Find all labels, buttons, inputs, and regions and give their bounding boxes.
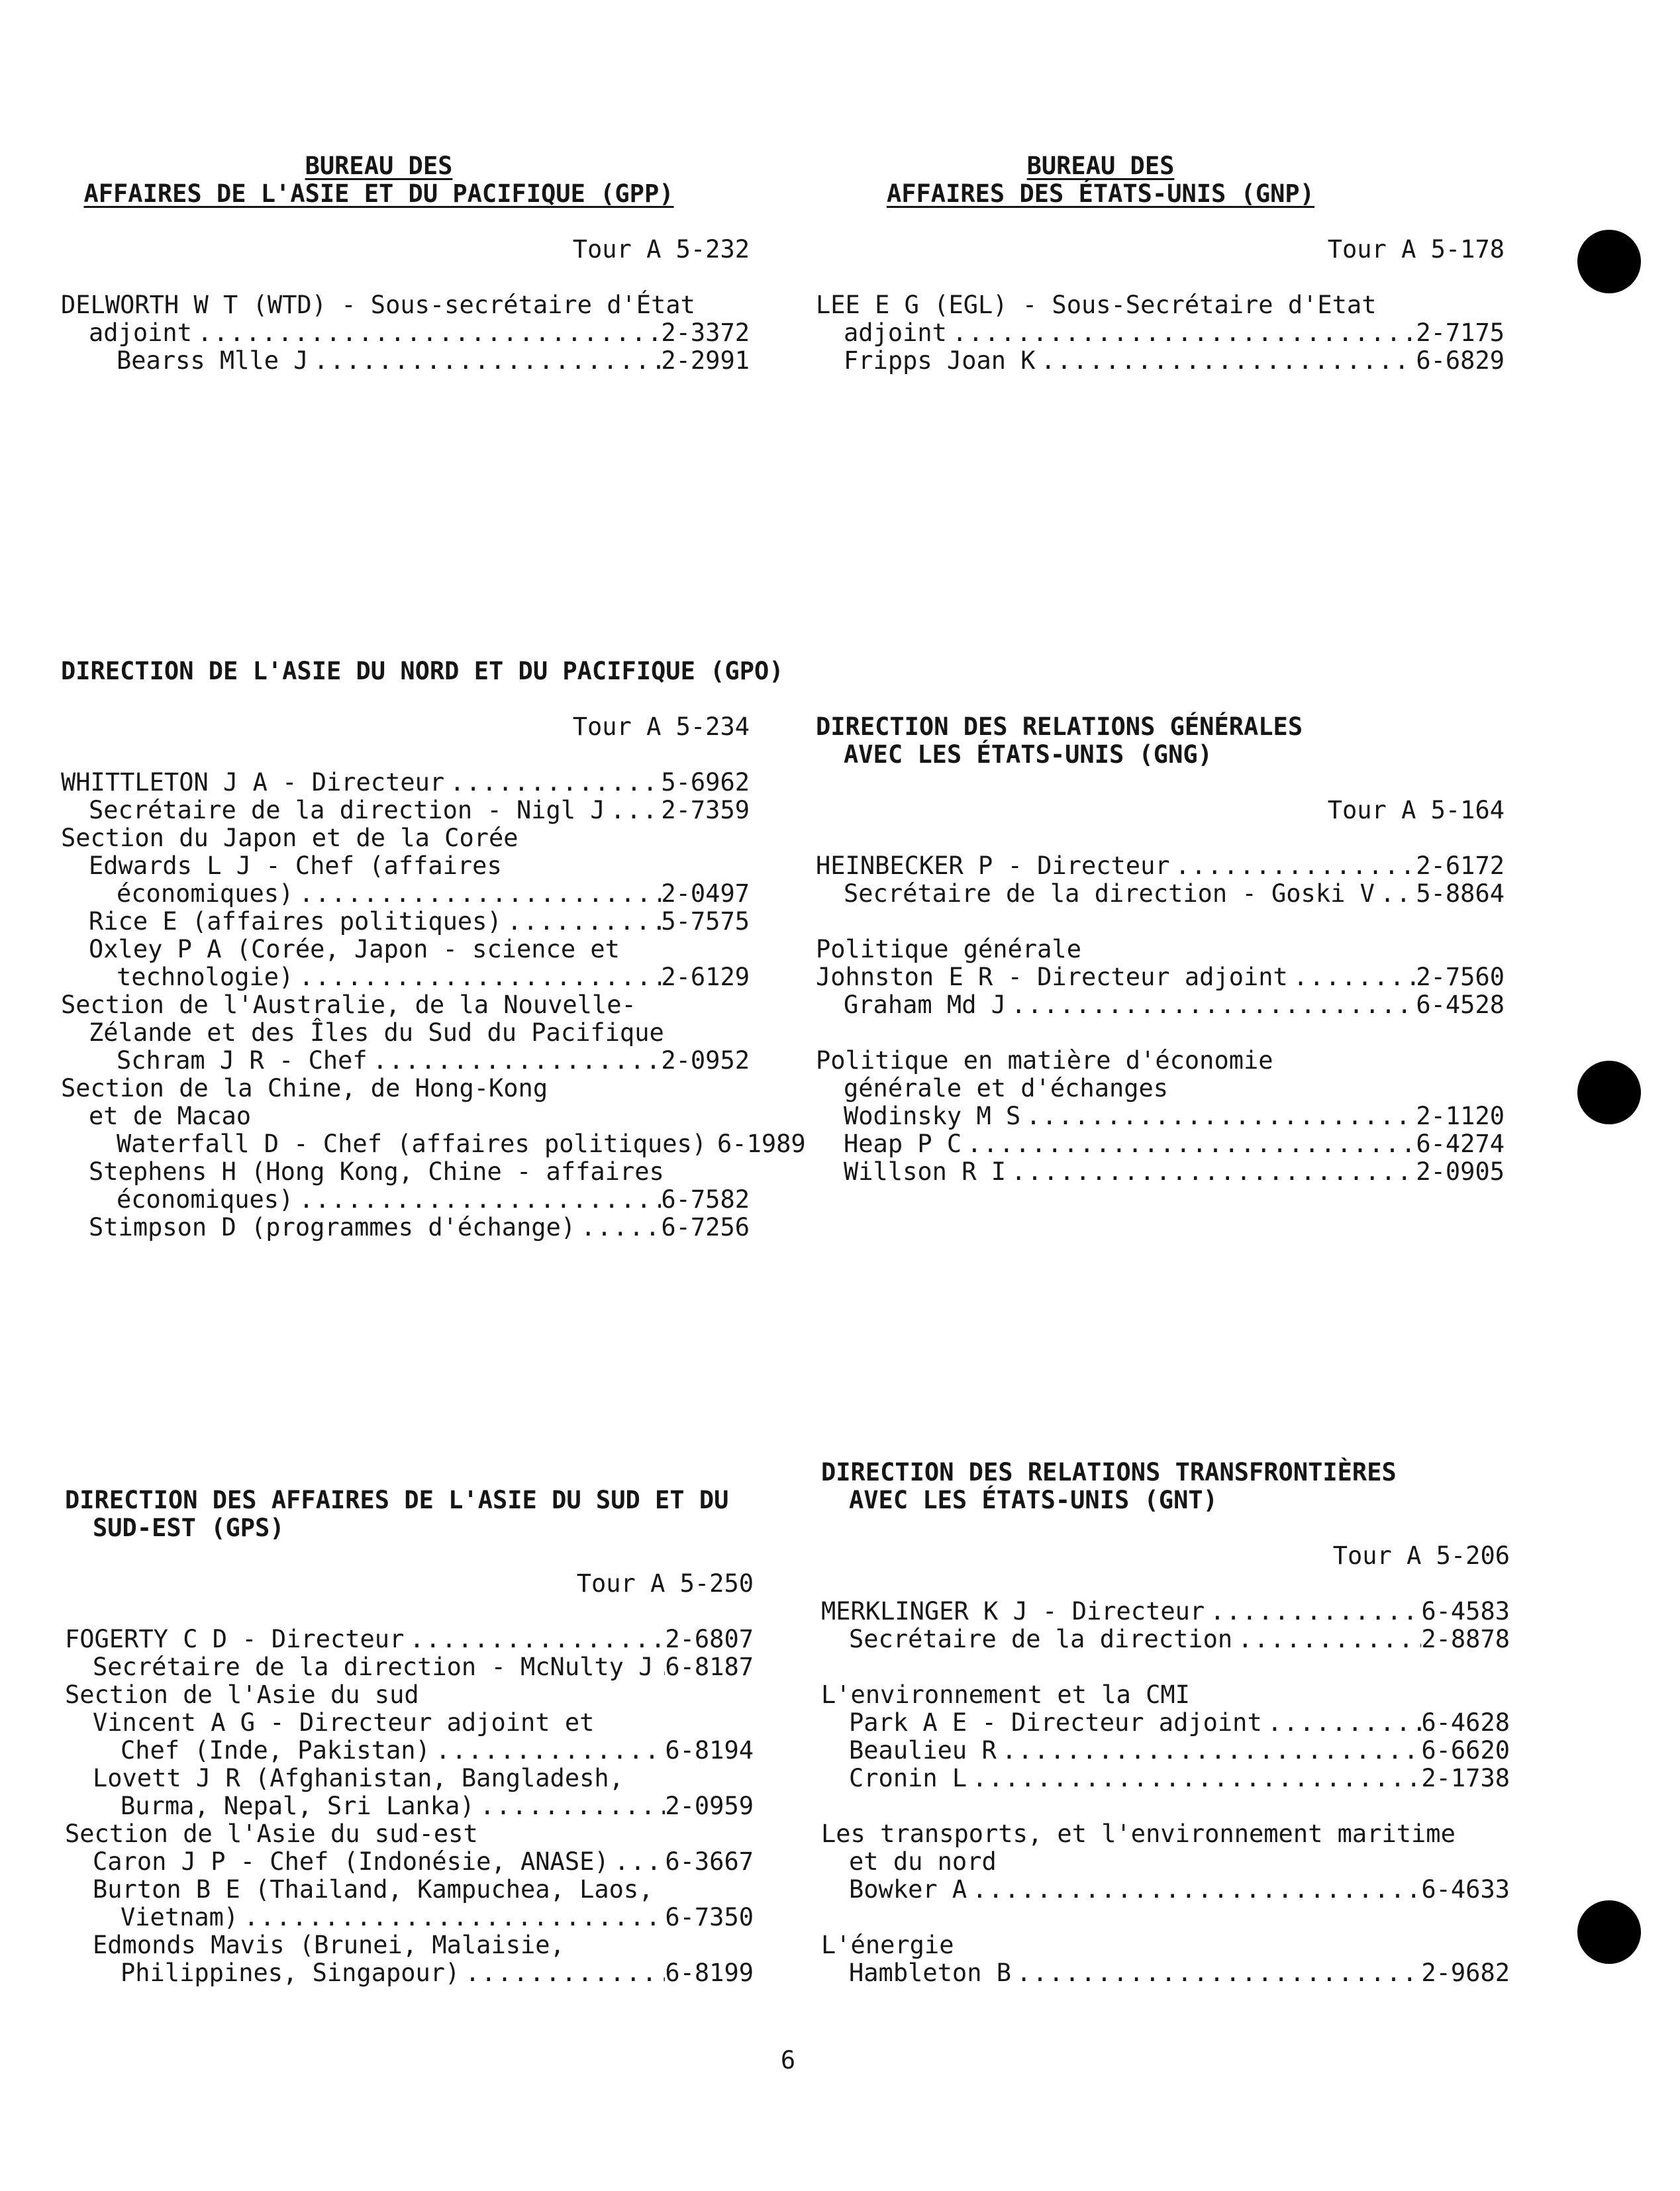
leader-dots [444, 769, 661, 797]
entry-row [61, 1130, 806, 1158]
leader-dots [609, 1848, 666, 1876]
entry-text: Secrétaire de la direction - Goski V [844, 879, 1375, 908]
section-title-line1: BUREAU DES [1026, 152, 1175, 180]
entry-text: Graham Md J [844, 991, 1007, 1019]
leader-dots [368, 1047, 662, 1075]
entry-text: Oxley P A (Corée, Japon - science et [89, 935, 620, 963]
entry-row [65, 1653, 754, 1681]
entry-text: Waterfall D - Chef (affaires politiques) [117, 1130, 707, 1158]
entry-text: Zélande et des Îles du Sud du Pacifique [89, 1018, 664, 1047]
entry-phone: 2-0497 [661, 879, 750, 908]
entry-row [816, 880, 1505, 908]
entry-row [61, 769, 750, 797]
entry-phone: 6-6829 [1416, 346, 1505, 375]
tour-location: Tour A 5-232 [572, 235, 750, 264]
entry-text: Cronin L [849, 1764, 967, 1792]
entry-row [816, 1130, 1505, 1158]
leader-dots [404, 1626, 665, 1653]
entry-phone: 6-7350 [665, 1903, 754, 1931]
section-title-line1: DIRECTION DES RELATIONS GÉNÉRALES [816, 712, 1303, 741]
entry-text: Vincent A G - Directeur adjoint et [93, 1708, 595, 1737]
section-title-line2: SUD-EST (GPS) [93, 1514, 285, 1542]
entry-text: L'énergie [821, 1931, 954, 1959]
entry-text: économiques) [117, 1185, 294, 1214]
section-gpo [61, 657, 806, 1242]
tour-location: Tour A 5-234 [572, 712, 750, 741]
entry-row [821, 1737, 1510, 1765]
leader-dots [1232, 1626, 1421, 1653]
entry-text: Edwards L J - Chef (affaires [89, 852, 502, 880]
tour-location: Tour A 5-250 [576, 1569, 754, 1598]
entry-text: Stephens H (Hong Kong, Chine - affaires [89, 1157, 664, 1186]
entry-phone: 6-4528 [1416, 991, 1505, 1019]
entry-text: Bowker A [849, 1875, 967, 1904]
entry-row [821, 1765, 1510, 1792]
entry-text: Philippines, Singapour) [121, 1959, 460, 1987]
entry-row [816, 991, 1505, 1019]
entry-phone: 6-6620 [1421, 1736, 1510, 1765]
entry-text: économiques) [117, 879, 294, 908]
entry-phone: 2-8878 [1421, 1625, 1510, 1653]
leader-dots [460, 1959, 665, 1987]
entry-phone: 2-6172 [1416, 852, 1505, 880]
entry-text: générale et d'échanges [844, 1074, 1169, 1102]
section-title: DIRECTION DE L'ASIE DU NORD ET DU PACIFIQUE (GPO) [61, 657, 784, 685]
entry-row [821, 1709, 1510, 1737]
entry-text: Section du Japon et de la Corée [61, 824, 519, 852]
leader-dots [1011, 1959, 1421, 1987]
leader-dots [575, 1214, 661, 1242]
entry-row [816, 347, 1505, 375]
entry-phone: 6-3667 [665, 1847, 754, 1876]
entry-phone: 2-3372 [661, 318, 750, 347]
entry-phone: 6-4274 [1416, 1130, 1505, 1158]
entry-phone: 6-7582 [661, 1185, 750, 1214]
entry-text: Johnston E R - Directeur adjoint [816, 963, 1288, 991]
page-number: 6 [780, 2046, 796, 2074]
leader-dots [997, 1737, 1422, 1765]
leader-dots [502, 908, 662, 936]
leader-dots [1262, 1709, 1422, 1737]
entry-text: HEINBECKER P - Directeur [816, 852, 1170, 880]
leader-dots [1006, 991, 1416, 1019]
leader-dots [605, 797, 662, 824]
entry-text: Beaulieu R [849, 1736, 997, 1765]
entry-row [816, 963, 1505, 991]
entry-text: L'environnement et la CMI [821, 1680, 1190, 1709]
entry-text: Stimpson D (programmes d'échange) [89, 1213, 576, 1242]
entry-text: DELWORTH W T (WTD) - Sous-secrétaire d'État [61, 291, 695, 319]
entry-row [65, 1848, 754, 1876]
entry-phone: 2-7359 [661, 796, 750, 824]
section-title-line1: BUREAU DES [305, 152, 453, 180]
entry-text: Les transports, et l'environnement maritime [821, 1820, 1456, 1848]
entry-row [61, 880, 750, 908]
entry-text: Willson R I [844, 1157, 1007, 1186]
entry-text: Politique générale [816, 935, 1081, 963]
entry-phone: 6-8194 [665, 1736, 754, 1765]
entry-text: Section de l'Asie du sud [65, 1680, 419, 1709]
leader-dots [1006, 1158, 1416, 1186]
entry-phone: 5-7575 [661, 907, 750, 936]
entry-phone: 2-0959 [665, 1792, 754, 1820]
tour-location: Tour A 5-164 [1327, 796, 1505, 824]
entry-row [65, 1792, 754, 1820]
entry-row [65, 1626, 754, 1653]
punch-hole-top [1577, 230, 1641, 293]
section-gnp [816, 152, 1505, 375]
entry-phone: 6-4628 [1421, 1708, 1510, 1737]
entry-row [821, 1959, 1510, 1987]
section-gnt [821, 1459, 1510, 1987]
entry-row [61, 1186, 750, 1214]
leader-dots [430, 1737, 666, 1765]
tour-location: Tour A 5-178 [1327, 235, 1505, 264]
entry-phone: 2-0952 [661, 1046, 750, 1075]
leader-dots [293, 1186, 661, 1214]
section-title-line1: DIRECTION DES RELATIONS TRANSFRONTIÈRES [821, 1458, 1397, 1486]
tour-location: Tour A 5-206 [1332, 1541, 1510, 1570]
leader-dots [309, 347, 662, 375]
entry-text: Chef (Inde, Pakistan) [121, 1736, 430, 1765]
entry-row [61, 319, 750, 347]
entry-text: Edmonds Mavis (Brunei, Malaisie, [93, 1931, 565, 1959]
entry-row [61, 797, 750, 824]
section-gpp [61, 152, 750, 375]
entry-text: Section de l'Australie, de la Nouvelle- [61, 991, 636, 1019]
leader-dots [962, 1130, 1416, 1158]
entry-row [61, 1047, 750, 1075]
entry-row [65, 1737, 754, 1765]
entry-phone: 5-8864 [1416, 879, 1505, 908]
entry-text: adjoint [89, 318, 192, 347]
entry-phone: 6-7256 [661, 1213, 750, 1242]
section-gps [65, 1486, 754, 1987]
leader-dots [238, 1904, 665, 1931]
leader-dots [707, 1130, 717, 1158]
section-gng [816, 713, 1505, 1186]
entry-text: Politique en matière d'économie [816, 1046, 1273, 1075]
entry-text: Caron J P - Chef (Indonésie, ANASE) [93, 1847, 609, 1876]
entry-text: Burma, Nepal, Sri Lanka) [121, 1792, 475, 1820]
entry-phone: 6-8187 [665, 1653, 754, 1681]
entry-text: Park A E - Directeur adjoint [849, 1708, 1262, 1737]
entry-phone: 2-9682 [1421, 1959, 1510, 1987]
entry-phone: 6-1989 [717, 1130, 806, 1158]
entry-text: technologie) [117, 963, 294, 991]
leader-dots [967, 1765, 1421, 1792]
entry-text: et de Macao [89, 1102, 252, 1130]
entry-text: Section de l'Asie du sud-est [65, 1820, 478, 1848]
entry-phone: 6-4583 [1421, 1597, 1510, 1626]
entry-row [61, 1214, 750, 1242]
entry-text: MERKLINGER K J - Directeur [821, 1597, 1205, 1626]
section-title-line2: AVEC LES ÉTATS-UNIS (GNG) [844, 740, 1212, 769]
entry-row [65, 1959, 754, 1987]
punch-hole-middle [1577, 1061, 1641, 1124]
entry-text: Fripps Joan K [844, 346, 1036, 375]
entry-row [816, 1158, 1505, 1186]
section-title-line1: DIRECTION DES AFFAIRES DE L'ASIE DU SUD ET DU [65, 1486, 729, 1514]
leader-dots [1020, 1102, 1416, 1130]
leader-dots [192, 319, 661, 347]
entry-phone: 2-7560 [1416, 963, 1505, 991]
entry-row [61, 908, 750, 936]
entry-phone: 2-6807 [665, 1625, 754, 1653]
leader-dots [475, 1792, 666, 1820]
entry-row [65, 1904, 754, 1931]
entry-phone: 2-6129 [661, 963, 750, 991]
entry-text: Burton B E (Thailand, Kampuchea, Laos, [93, 1875, 654, 1904]
entry-text: LEE E G (EGL) - Sous-Secrétaire d'Etat [816, 291, 1377, 319]
entry-row [816, 852, 1505, 880]
entry-row [821, 1598, 1510, 1626]
entry-row [821, 1626, 1510, 1653]
entry-phone: 6-8199 [665, 1959, 754, 1987]
entry-text: Schram J R - Chef [117, 1046, 368, 1075]
entry-row [821, 1876, 1510, 1904]
entry-text: Bearss Mlle J [117, 346, 309, 375]
leader-dots [1170, 852, 1416, 880]
leader-dots [1205, 1598, 1421, 1626]
section-title-line2: AFFAIRES DE L'ASIE ET DU PACIFIQUE (GPP) [83, 179, 674, 208]
section-title-line2: AVEC LES ÉTATS-UNIS (GNT) [849, 1486, 1218, 1514]
entry-phone: 2-1738 [1421, 1764, 1510, 1792]
punch-hole-bottom [1577, 1900, 1641, 1964]
entry-text: Secrétaire de la direction - McNulty J [93, 1653, 654, 1681]
entry-text: Rice E (affaires politiques) [89, 907, 502, 936]
leader-dots [1288, 963, 1416, 991]
entry-phone: 2-1120 [1416, 1102, 1505, 1130]
entry-text: Heap P C [844, 1130, 962, 1158]
leader-dots [947, 319, 1416, 347]
entry-phone: 2-0905 [1416, 1157, 1505, 1186]
entry-row [816, 319, 1505, 347]
entry-row [816, 1102, 1505, 1130]
entry-text: FOGERTY C D - Directeur [65, 1625, 405, 1653]
entry-text: adjoint [844, 318, 947, 347]
section-title-line2: AFFAIRES DES ÉTATS-UNIS (GNP) [886, 179, 1314, 208]
leader-dots [1375, 880, 1416, 908]
leader-dots [293, 963, 661, 991]
leader-dots [653, 1653, 665, 1681]
leader-dots [1036, 347, 1416, 375]
entry-row [61, 347, 750, 375]
entry-text: Section de la Chine, de Hong-Kong [61, 1074, 548, 1102]
entry-text: Lovett J R (Afghanistan, Bangladesh, [93, 1764, 624, 1792]
entry-phone: 5-6962 [661, 768, 750, 797]
leader-dots [293, 880, 661, 908]
entry-text: Wodinsky M S [844, 1102, 1021, 1130]
entry-text: Hambleton B [849, 1959, 1012, 1987]
entry-text: Secrétaire de la direction [849, 1625, 1233, 1653]
entry-phone: 6-4633 [1421, 1875, 1510, 1904]
entry-text: et du nord [849, 1847, 997, 1876]
entry-text: Secrétaire de la direction - Nigl J [89, 796, 605, 824]
entry-text: WHITTLETON J A - Directeur [61, 768, 445, 797]
leader-dots [967, 1876, 1421, 1904]
entry-phone: 2-7175 [1416, 318, 1505, 347]
entry-text: Vietnam) [121, 1903, 239, 1931]
entry-phone: 2-2991 [661, 346, 750, 375]
entry-row [61, 963, 750, 991]
